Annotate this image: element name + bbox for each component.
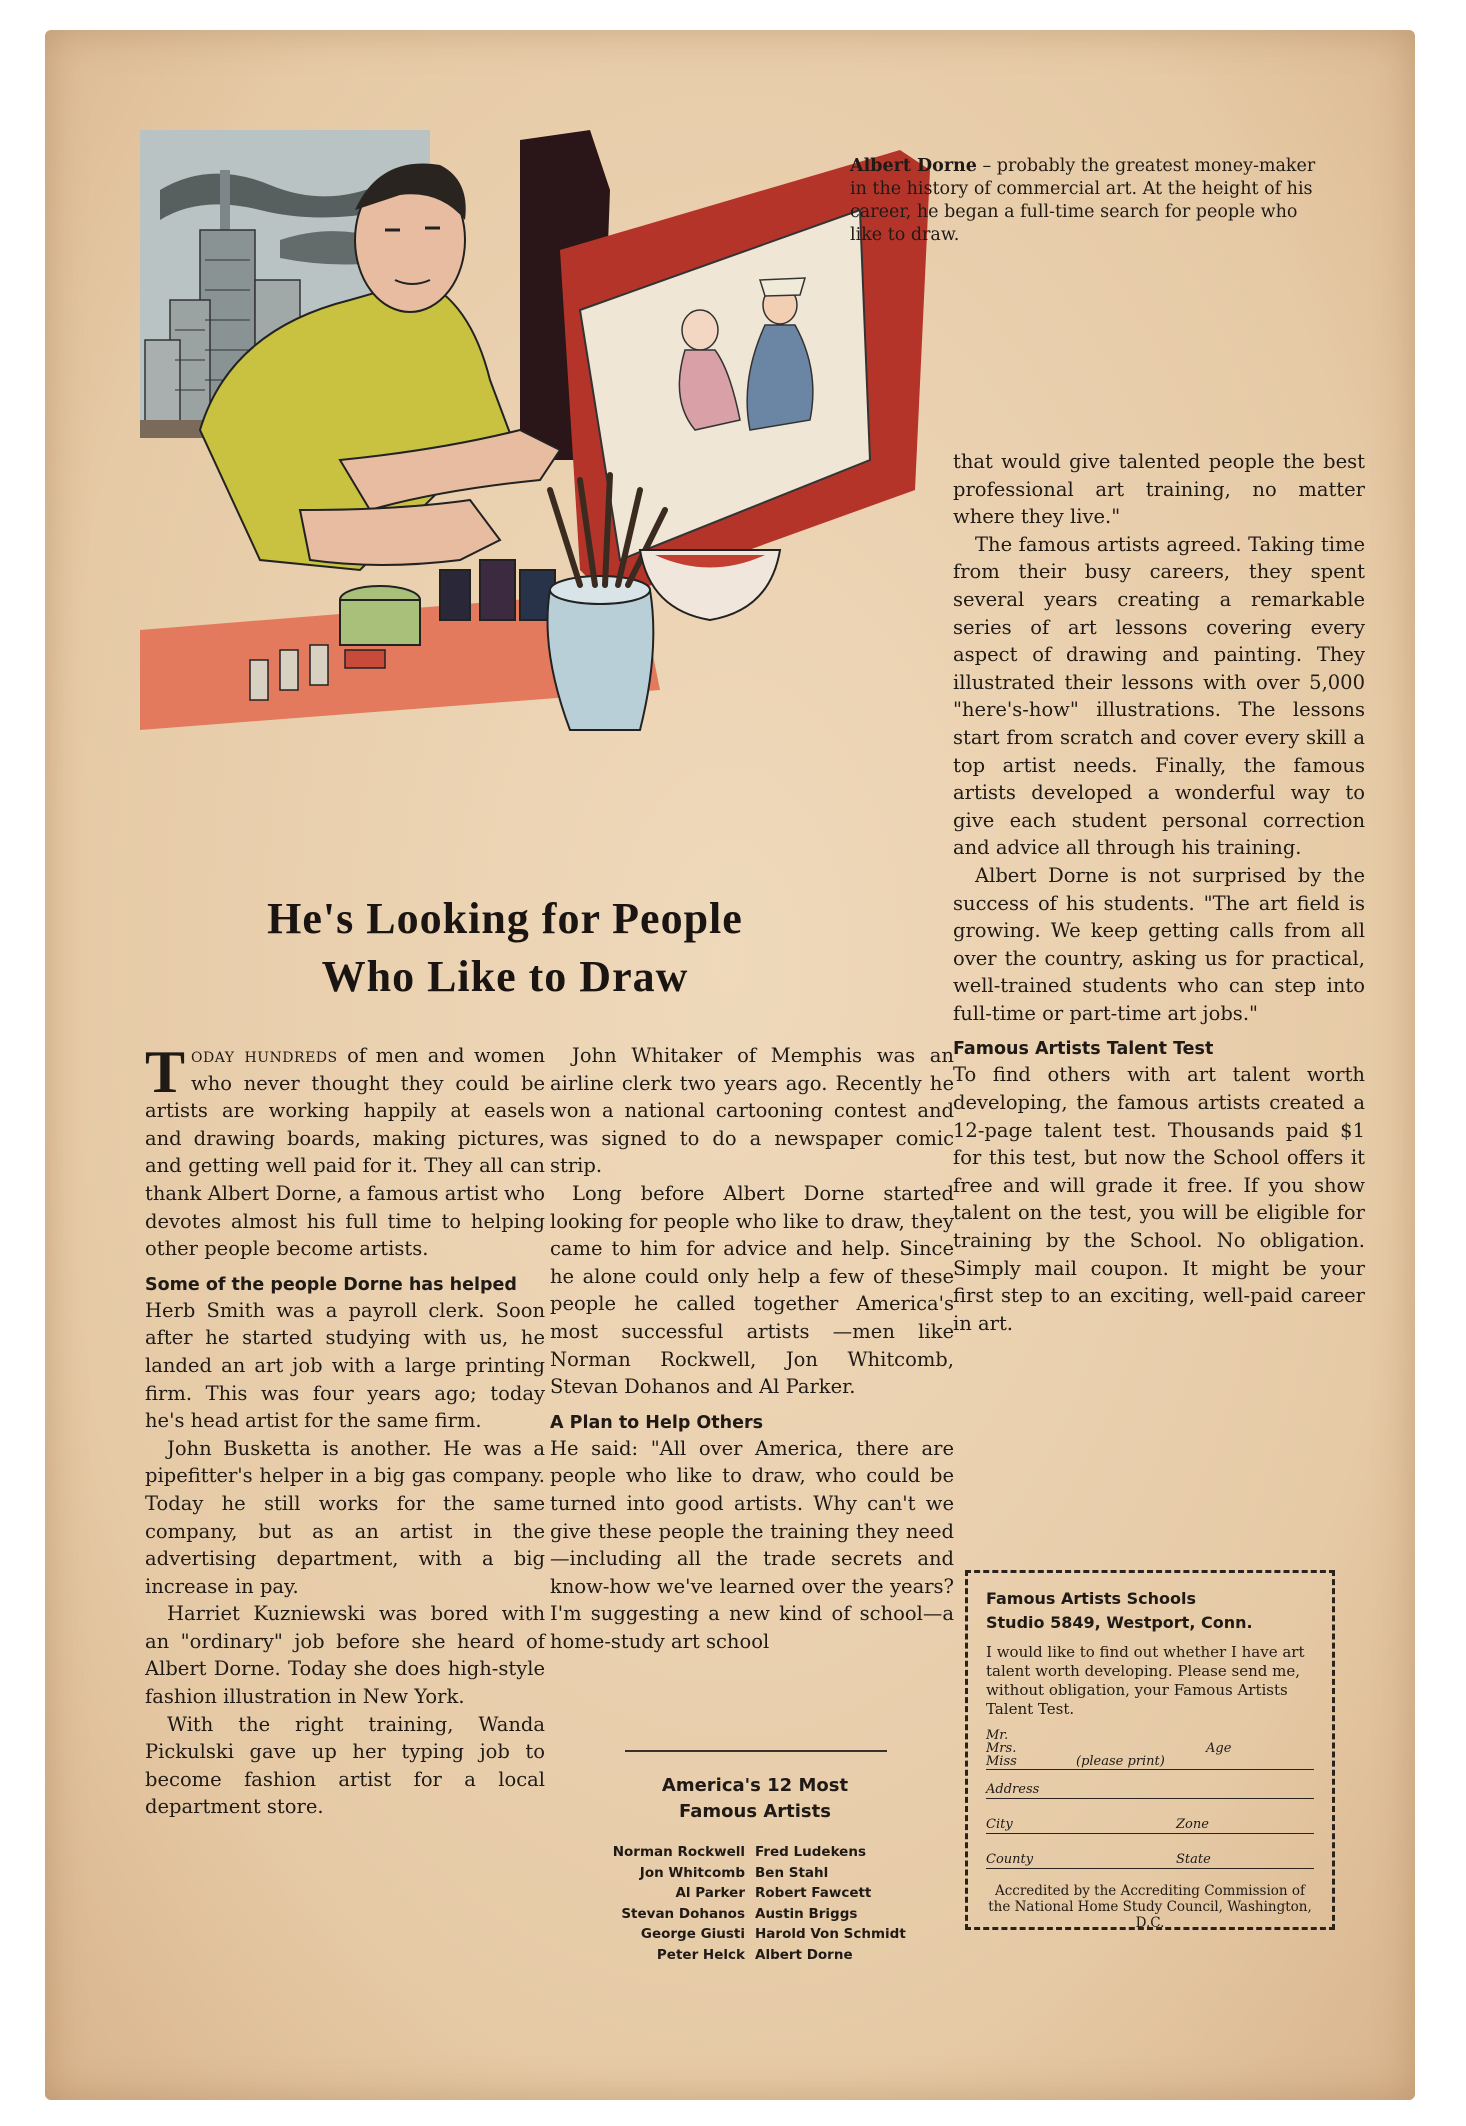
miss-label: Miss <box>986 1754 1017 1769</box>
artist-name: Albert Dorne <box>755 1946 853 1963</box>
city-zone-field-line[interactable] <box>986 1803 1314 1834</box>
paragraph: Harriet Kuzniewski was bored with an "ordinary" job before she heard of Albert Dorne. Today she does high-style fashion illustration in New York. <box>145 1602 545 1709</box>
coupon-footer: Accredited by the Accrediting Commission of the National Home Study Council, Washington, D.C. <box>988 1883 1312 1931</box>
section-heading-plan: A Plan to Help Others <box>550 1412 764 1433</box>
text-column-1 <box>145 1039 546 1821</box>
name-field-line[interactable] <box>986 1723 1314 1770</box>
paragraph: Long before Albert Dorne started looking for people who like to draw, they came to him for advice and help. Since he alone could only help a few of these people he called together America's most successful artists —men like Norman Rockwell, Jon Whitcomb, Stevan Dohanos and Al Parker. <box>550 1181 954 1399</box>
artist-name: Ben Stahl <box>755 1864 829 1881</box>
divider <box>625 1750 887 1752</box>
text-column-3 <box>953 448 1365 1337</box>
artist-name: Austin Briggs <box>755 1905 858 1922</box>
address-field-line[interactable] <box>986 1774 1314 1799</box>
headline-line1: He's Looking for People <box>267 894 743 943</box>
intro-paragraph <box>145 1039 546 1263</box>
artist-name: Robert Fawcett <box>755 1885 872 1901</box>
paragraph: The famous artists agreed. Taking time from their busy careers, they spent several years creating a remarkable series of art lessons covering every aspect of drawing and painting. They illustrated their lessons with over 5,000 "here's-how" illustrations. The lessons start from scratch and cover every skill a top artist needs. Finally, the famous artists developed a wonderful way to give each student personal correction and advice all through his training. <box>953 532 1365 860</box>
coupon-address: Studio 5849, Westport, Conn. <box>986 1613 1253 1632</box>
mrs-label: Mrs. <box>986 1741 1017 1756</box>
artist-illustration <box>140 130 940 890</box>
state-label: State <box>1176 1852 1211 1867</box>
coupon-school: Famous Artists Schools <box>986 1589 1196 1608</box>
paragraph: Herb Smith was a payroll clerk. Soon after he started studying with us, he landed an art job with a large printing firm. This was four years ago; today he's head artist for the same firm. <box>145 1298 545 1433</box>
artist-list-right <box>755 1842 985 1965</box>
magazine-page <box>45 30 1415 2100</box>
mail-coupon[interactable] <box>965 1570 1335 1930</box>
paragraph: To find others with art talent worth developing, the famous artists created a 12-page talent test. Thousands paid $1 for this test, but now the School offers it free and will grade it free. If you show talent on the test, you will be eligible for training by the School. No obligation. Simply mail coupon. It might be your first step to an exciting, well-paid career in art. <box>953 1063 1365 1335</box>
coupon-header <box>986 1587 1314 1635</box>
artist-name: Al Parker <box>675 1885 745 1901</box>
artist-name: George Giusti <box>640 1926 745 1942</box>
city-label: City <box>986 1817 1013 1832</box>
text-column-2 <box>550 1042 954 1655</box>
section-heading-talent-test: Famous Artists Talent Test <box>953 1039 1214 1060</box>
county-label: County <box>986 1852 1034 1867</box>
paragraph: John Whitaker of Memphis was an airline clerk two years ago. Recently he won a national cartooning contest and was signed to do a newspaper comic strip. <box>550 1044 954 1178</box>
mr-label: Mr. <box>986 1728 1009 1743</box>
caption-text: – probably the greatest money-maker in the history of commercial art. At the height of his career, he began a full-time search for people who like to draw. <box>850 156 1316 245</box>
county-state-field-line[interactable] <box>986 1838 1314 1869</box>
headline <box>155 890 855 1006</box>
paragraph: With the right training, Wanda Pickulski gave up her typing job to become fashion artist for a local department store. <box>145 1712 545 1819</box>
illustration-caption <box>850 155 1330 247</box>
headline-line2: Who Like to Draw <box>321 952 689 1001</box>
famous-artists-title-line2: Famous Artists <box>679 1801 831 1822</box>
lead-caps: oday hundreds <box>191 1044 338 1067</box>
drop-cap: T <box>145 1039 186 1105</box>
caption-name: Albert Dorne <box>850 156 977 176</box>
coupon-body: I would like to find out whether I have art talent worth developing. Please send me, without obligation, your Famous Artists Talent Test. <box>986 1643 1305 1718</box>
artist-list-left <box>545 1842 745 1965</box>
artist-name: Jon Whitcomb <box>639 1864 745 1881</box>
please-print-label: (please print) <box>1076 1754 1165 1769</box>
artist-name: Fred Ludekens <box>755 1844 866 1860</box>
famous-artists-title <box>565 1773 945 1825</box>
section-heading-helped: Some of the people Dorne has helped <box>145 1274 517 1295</box>
famous-artists-title-line1: America's 12 Most <box>661 1775 849 1796</box>
artist-name: Norman Rockwell <box>612 1844 745 1860</box>
paragraph: that would give talented people the best professional art training, no matter where they live." <box>953 450 1365 529</box>
artist-name: Stevan Dohanos <box>621 1905 745 1922</box>
artist-name: Harold Von Schmidt <box>755 1926 906 1942</box>
intro-text: of men and women who never thought they could be artists are working happily at easels and drawing boards, making pictures, and getting well paid for it. They all can thank Albert Dorne, a famous artist who devotes almost his full time to helping other people become artists. <box>145 1044 546 1261</box>
age-label: Age <box>1206 1741 1232 1756</box>
paragraph: John Busketta is another. He was a pipefitter's helper in a big gas company. Today he still works for the same company, but as an artist in the advertising department, with a big increase in pay. <box>145 1436 545 1598</box>
paragraph: Albert Dorne is not surprised by the success of his students. "The art field is growing. We keep getting calls from all over the country, asking us for practical, well-trained students who can step into full-time or part-time art jobs." <box>953 863 1365 1025</box>
artist-name: Peter Helck <box>656 1946 745 1963</box>
zone-label: Zone <box>1176 1817 1209 1832</box>
address-label: Address <box>986 1782 1040 1797</box>
paragraph: He said: "All over America, there are people who like to draw, who could be turned into good artists. Why can't we give these people the training they need—including all the trade secrets and know-how we've learned over the years? I'm suggesting a new kind of school—a home-study art school <box>550 1436 954 1653</box>
